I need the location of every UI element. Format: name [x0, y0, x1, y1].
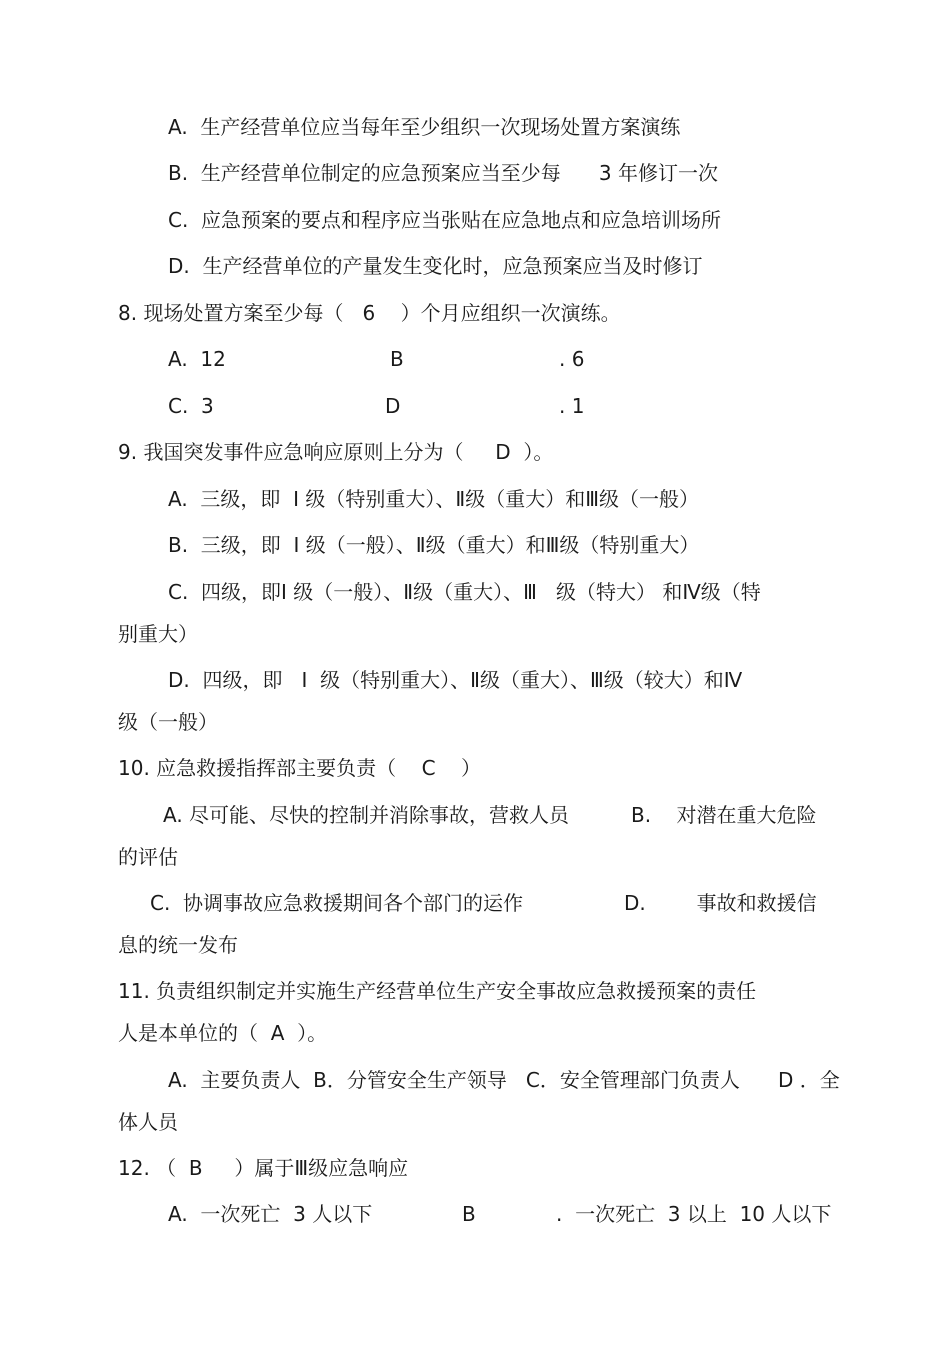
q8-option-c: C. 3	[168, 394, 214, 418]
q8-option-a: A. 12	[168, 347, 226, 371]
q10-option-d-continued: 息的统一发布	[118, 933, 238, 957]
q11-options-continued: 体人员	[118, 1110, 178, 1134]
q10-option-a: A. 尽可能、尽快的控制并消除事故，营救人员	[163, 803, 570, 827]
q9-option-c-continued: 别重大）	[118, 622, 198, 646]
q10-option-b: B. 对潜在重大危险	[631, 803, 817, 827]
q8-option-d-letter: D	[385, 394, 401, 418]
q10-option-b-continued: 的评估	[118, 845, 178, 869]
q8-option-b-letter: B	[390, 347, 404, 371]
q12-option-a: A. 一次死亡 3 人以下	[168, 1202, 373, 1226]
question-12: 12. （ B ）属于Ⅲ级应急响应	[118, 1156, 409, 1180]
question-8: 8. 现场处置方案至少每（ 6 ）个月应组织一次演练。	[118, 301, 621, 325]
question-9: 9. 我国突发事件应急响应原则上分为（ D ）。	[118, 440, 554, 464]
q9-option-b: B. 三级，即 Ⅰ 级（一般）、Ⅱ级（重大）和Ⅲ级（特别重大）	[168, 533, 700, 557]
q7-option-c: C. 应急预案的要点和程序应当张贴在应急地点和应急培训场所	[168, 208, 722, 232]
q7-option-d: D. 生产经营单位的产量发生变化时，应急预案应当及时修订	[168, 254, 703, 278]
q7-option-b: B. 生产经营单位制定的应急预案应当至少每 3 年修订一次	[168, 161, 719, 185]
q7-option-a: A. 生产经营单位应当每年至少组织一次现场处置方案演练	[168, 115, 681, 139]
q9-option-d-continued: 级（一般）	[118, 710, 218, 734]
question-10: 10. 应急救援指挥部主要负责（ C ）	[118, 756, 481, 780]
question-11: 11. 负责组织制定并实施生产经营单位生产安全事故应急救援预案的责任	[118, 979, 757, 1003]
question-11-continued: 人是本单位的（ A ）。	[118, 1021, 328, 1045]
q10-option-d: D. 事故和救援信	[624, 891, 817, 915]
q9-option-c: C. 四级，即Ⅰ 级（一般）、Ⅱ级（重大）、Ⅲ 级（特大） 和Ⅳ级（特	[168, 580, 761, 604]
q8-option-b-value: . 6	[559, 347, 585, 371]
q10-option-c: C. 协调事故应急救援期间各个部门的运作	[150, 891, 524, 915]
q8-option-d-value: . 1	[559, 394, 585, 418]
q12-option-b-text: . 一次死亡 3 以上 10 人以下	[556, 1202, 832, 1226]
q11-options: A. 主要负责人 B．分管安全生产领导 C．安全管理部门负责人 D ．全	[168, 1068, 840, 1092]
q9-option-a: A. 三级，即 Ⅰ 级（特别重大）、Ⅱ级（重大）和Ⅲ级（一般）	[168, 487, 700, 511]
q9-option-d: D. 四级，即 Ⅰ 级（特别重大）、Ⅱ级（重大）、Ⅲ级（较大）和Ⅳ	[168, 668, 743, 692]
q12-option-b-letter: B	[462, 1202, 476, 1226]
